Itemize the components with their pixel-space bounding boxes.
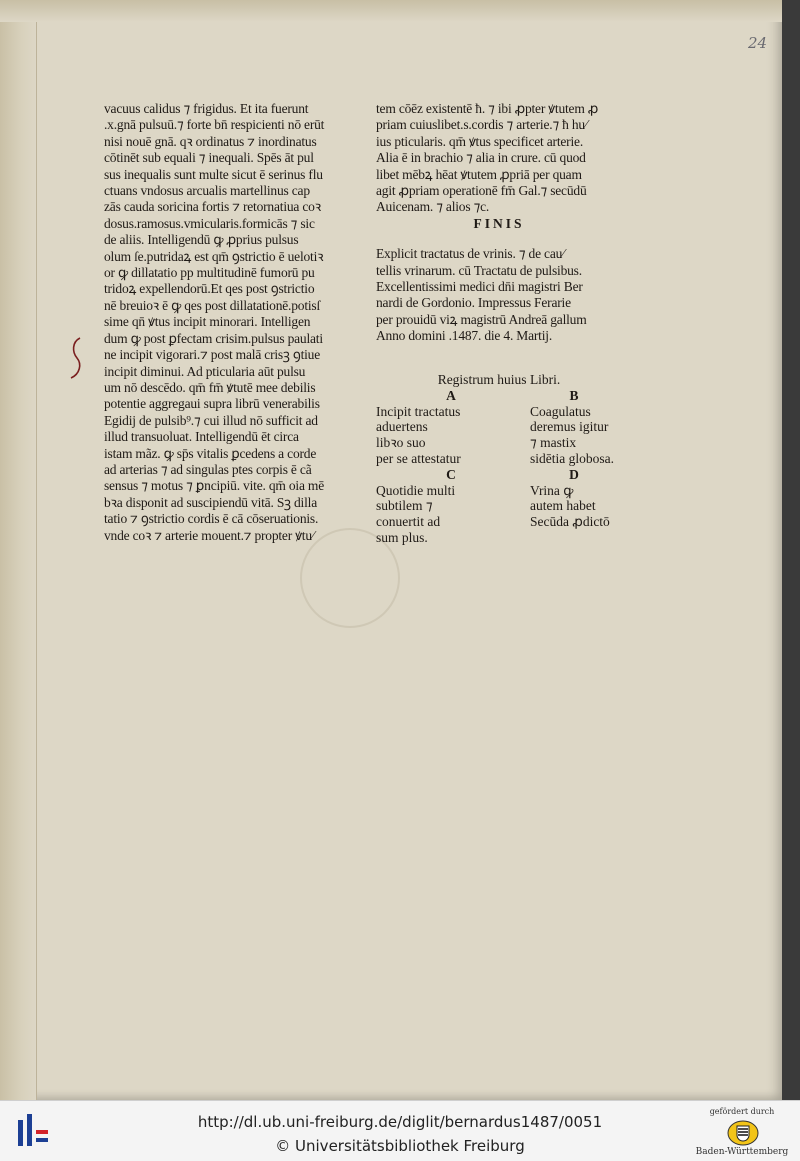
text-line: sensus ⁊ motus ⁊ ꝑncipiū. vite. qm̄ oia mē [104,478,325,494]
permalink-url[interactable]: http://dl.ub.uni-freiburg.de/diglit/bernardus1487/0051 [197,1113,603,1131]
folio-number: 24 [748,34,768,52]
register-gathering-letter: A [446,387,456,403]
text-line: olum ſe.putridaꝝ est qm̄ ꝯstrictio ē uelotiꝛ [104,248,324,264]
colophon-line: tellis vrinarum. cū Tractatu de pulsibus. [376,262,582,278]
text-line: potentie aggregaui supra librū venerabilis [104,396,320,412]
register-entry: deremus igitur [530,419,609,435]
text-line: libet mēbꝝ hēat ꝟtutem ꝓpriā per quam [376,166,582,182]
text-line: vnde coꝛ ⁊ arterie mouent.⁊ propter ꝟtu⁄ [104,527,314,543]
register-entry: Secūda ꝓdictō [530,514,610,530]
text-line: bꝛa disponit ad suscipiendū vitā. Sꝫ dilla [104,494,318,510]
text-line: tem cōēz existentē ħ. ⁊ ibi ꝓpter ꝟtutem ꝓ [376,101,599,116]
register-entry: Coagulatus [530,403,591,419]
register-entry: per se attestatur [376,450,461,466]
text-line: um nō descēdo. qm̄ fm̄ ꝟtutē mee debilis [104,379,316,395]
text-line: or ꝙ dillatatio pp multitudinē fumorū pu [104,265,315,281]
colophon-line: nardi de Gordonio. Impressus Ferarie [376,295,571,311]
text-line: sus inequalis sunt multe sicut ē serinus flu [104,166,323,182]
colophon [376,246,622,344]
baden-wuerttemberg-crest-icon [727,1120,759,1146]
text-line: ne incipit vigorari.⁊ post malā crisꝫ ꝯtiue [104,347,321,363]
text-line: nisi nouē gnā. qꝛ ordinatus ⁊ inordinatus [104,133,317,149]
text-line: tatio ⁊ ꝯstrictio cordis ē cā cōseruationis. [104,511,319,527]
register-entry: Incipit tractatus [376,403,461,419]
text-line: priam cuiuslibet.s.cordis ⁊ arterie.⁊ ħ hu⁄ [376,117,588,133]
viewer-footer [0,1100,800,1161]
text-line: Egidij de pulsib⁹.⁊ cui illud nō sufficit ad [104,412,318,428]
text-line: incipit diminui. Ad pticularia aūt pulsu [104,363,306,379]
register-entry: sum plus. [376,529,428,545]
register [376,372,622,546]
register-entry: ⁊ mastix [530,435,577,451]
register-entry: Vrina ꝙ [530,482,574,498]
right-column-text [376,101,622,216]
register-group [376,467,622,546]
finis-heading: FINIS [473,215,525,231]
text-line: vacuus calidus ⁊ frigidus. Et ita fuerunt [104,101,309,116]
register-gathering-letter: D [569,466,579,482]
register-gathering-letter: B [569,387,579,403]
text-line: istam mãz. ꝙ sp̄s vitalis ꝑcedens a corde [104,445,317,461]
margin-mark [68,336,84,380]
text-line: dum ꝙ post ꝑfectam crisim.pulsus paulati [104,330,323,346]
funded-label: gefördert durch [709,1107,775,1116]
register-entry: subtilem ⁊ [376,498,433,514]
register-entry: sidētia globosa. [530,450,614,466]
text-line: illud transuoluat. Intelligendū ēt circa [104,429,299,445]
right-column [376,101,622,345]
register-gathering-letter: C [446,466,456,482]
text-line: de aliis. Intelligendū ꝙ ꝓprius pulsus [104,232,299,248]
text-line: ctuans vndosus arcualis martellinus cap [104,183,310,199]
text-line: ad arterias ⁊ ad singulas ptes corpis ē cã [104,461,312,477]
page-top-edge [0,0,782,22]
text-line: sime qn̄ ꝟtus incipit minorari. Intelligen [104,314,311,330]
colophon-line: Anno domini .1487. die 4. Martij. [376,328,553,344]
text-line: cōtinēt sub equali ⁊ inequali. Spēs āt pul [104,150,314,166]
colophon-line: Explicit tractatus de vrinis. ⁊ de cau⁄ [376,246,565,262]
page-gutter [0,0,37,1100]
register-entry: conuertit ad [376,514,441,530]
register-entry: Quotidie multi [376,482,456,498]
colophon-line: Excellentissimi medici dn̄i magistri Ber [376,279,583,295]
register-entry: aduertens [376,419,428,435]
register-entry: autem habet [530,498,596,514]
register-entry [526,530,622,546]
copyright-notice: © Universitätsbibliothek Freiburg [275,1137,525,1155]
text-line: Auicenam. ⁊ alios ⁊c. [376,199,490,215]
text-line: zās cauda soricina fortis ⁊ retornatiua coꝛ [104,199,321,215]
register-group [376,388,622,467]
left-column [104,101,346,544]
text-line: Alia ē in brachio ⁊ alia in crure. cū quod [376,150,586,166]
colophon-line: per prouidū viꝝ magistrū Andreā gallum [376,311,587,327]
register-entry: libꝛo suo [376,435,426,451]
text-line: .x.gnā pulsuū.⁊ forte bn̄ respicienti nō erūt [104,117,325,133]
text-line: tridoꝝ expellendorū.Et qes post ꝯstrictio [104,281,315,297]
text-line: ius pticularis. qm̄ ꝟtus specificet arterie. [376,133,583,149]
text-line: nē breuioꝛ ē ꝙ qes post dillatationē.potisſ [104,297,321,313]
text-line: agit ꝓpriam operationē fm̄ Gal.⁊ secūdū [376,183,587,199]
register-title: Registrum huius Libri. [437,372,561,387]
text-line: dosus.ramosus.vmicularis.formicās ⁊ sic [104,215,315,231]
funded-by-label: Baden-Württemberg [695,1147,789,1157]
